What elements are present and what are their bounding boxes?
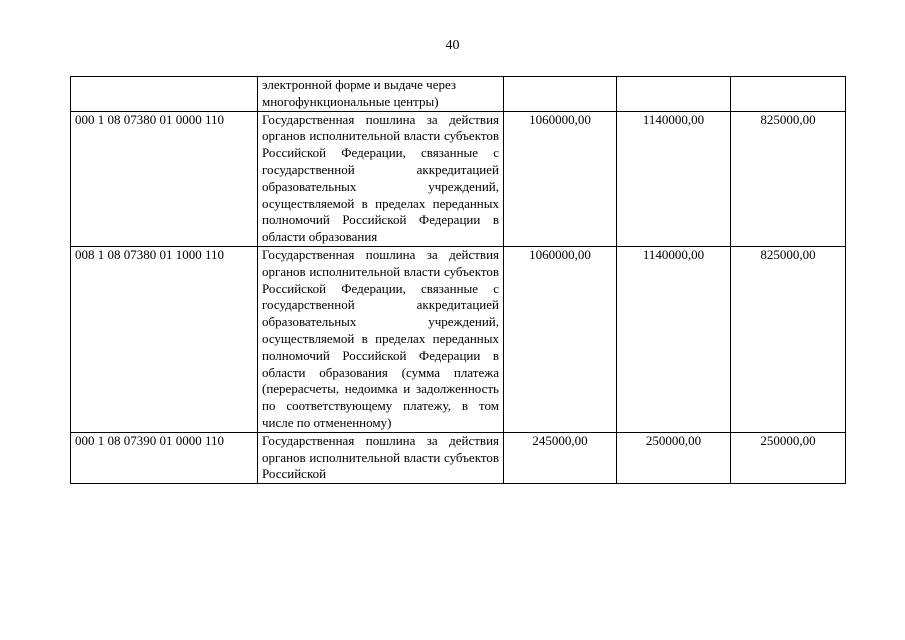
table-row — [71, 432, 846, 483]
row-name-cell — [258, 432, 504, 483]
table-row — [71, 111, 846, 246]
row-value-cell — [617, 77, 731, 112]
row-code-cell: 008 1 08 07380 01 1000 110 — [71, 246, 258, 432]
row-value-cell — [731, 77, 846, 112]
row-value-cell: 245000,00 — [504, 432, 617, 483]
continuation-name-line: многофункциональные центры) — [262, 93, 439, 109]
row-value-cell: 250000,00 — [617, 432, 731, 483]
row-value-cell: 825000,00 — [731, 111, 846, 246]
row-value-cell: 1060000,00 — [504, 111, 617, 246]
row-name-text: Государственная пошлина за действия органов исполнительной власти субъектов Российской — [262, 432, 499, 482]
row-name-text: Государственная пошлина за действия органов исполнительной власти субъектов Российской Федерации, связанные с государственной аккредитацией образовательных учреждений, осуществляемой в пределах переданных полномочий Российской Федерации в области образования (сумма платежа (перерасчеты, недоимка и задолженность по соответствующему платежу, в том числе по отмененному) — [262, 246, 499, 430]
row-value-cell: 250000,00 — [731, 432, 846, 483]
row-code-cell: 000 1 08 07380 01 0000 110 — [71, 111, 258, 246]
row-name-cell — [258, 111, 504, 246]
page-number: 40 — [445, 38, 460, 53]
row-name-text: Государственная пошлина за действия органов исполнительной власти субъектов Российской Федерации, связанные с государственной аккредитацией образовательных учреждений, осуществляемой в пределах переданных полномочий Российской Федерации в области образования — [262, 111, 499, 245]
row-value-cell: 825000,00 — [731, 246, 846, 432]
row-value-cell — [504, 77, 617, 112]
row-value-cell: 1140000,00 — [617, 246, 731, 432]
continuation-name-line: электронной форме и выдаче через — [262, 77, 457, 92]
row-name-cell — [258, 246, 504, 432]
row-code-cell: 000 1 08 07390 01 0000 110 — [71, 432, 258, 483]
row-name-cell — [258, 77, 504, 112]
table-row — [71, 246, 846, 432]
row-code-cell — [71, 77, 258, 112]
budget-revenue-table — [70, 76, 846, 484]
row-value-cell: 1140000,00 — [617, 111, 731, 246]
row-value-cell: 1060000,00 — [504, 246, 617, 432]
table-row-continuation — [71, 77, 846, 112]
